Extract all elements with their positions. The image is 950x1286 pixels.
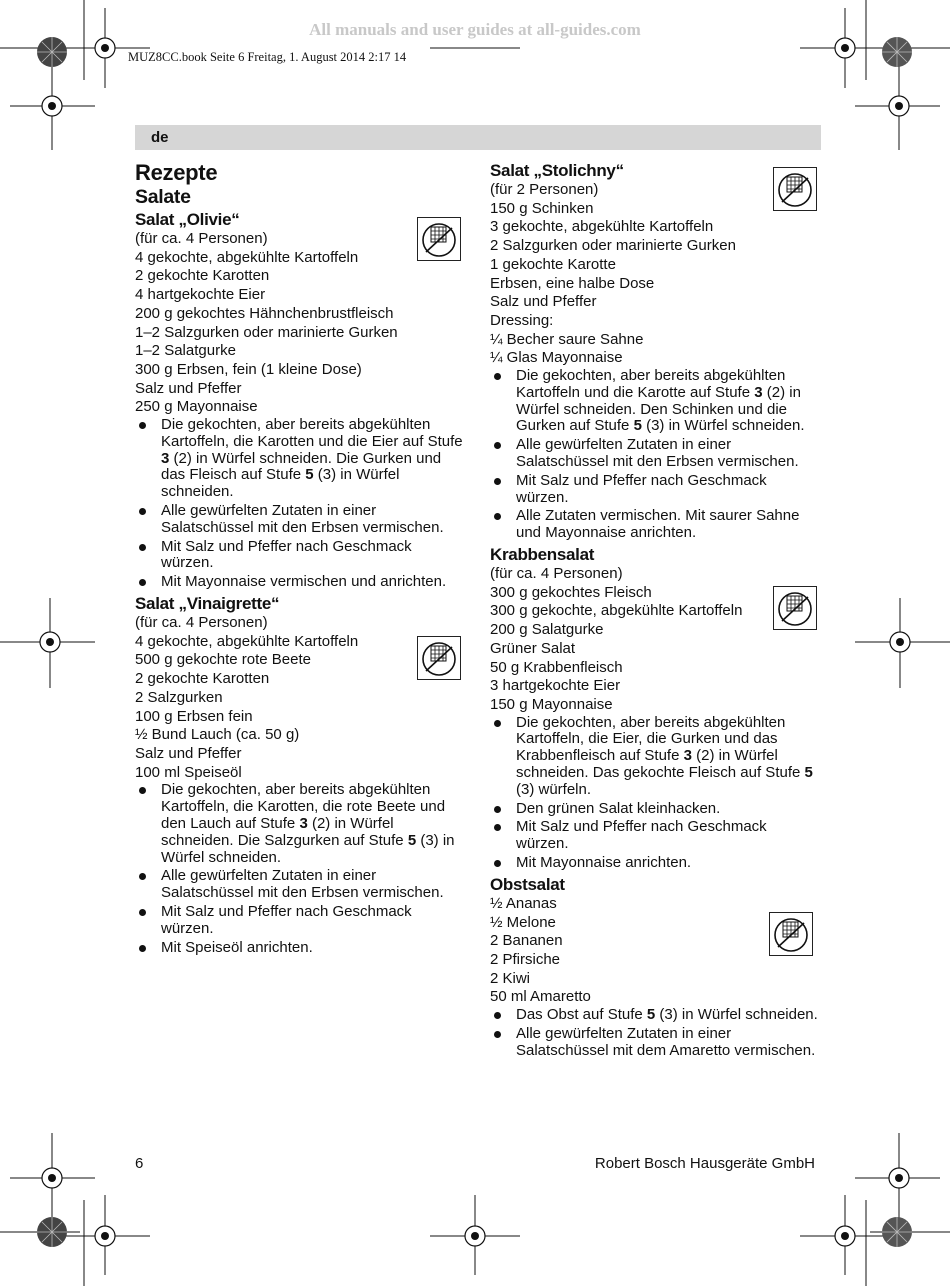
step-text: (3) in Würfel schneiden. [161, 466, 400, 501]
setting-number: 5 [646, 1006, 656, 1024]
recipe-title: Salat „Stolichny“ [490, 161, 624, 180]
step-text: Die gekochten, aber bereits abgekühlten Kartoffeln und die Karotte auf Stufe [516, 367, 786, 401]
ingredient-line: 1 gekochte Karotte [490, 255, 616, 273]
ingredient-line: 150 g Mayonnaise [490, 695, 613, 713]
step-item [135, 539, 465, 573]
step-text: Das Obst auf Stufe [516, 1006, 647, 1024]
ingredient-line: ½ Melone [490, 913, 556, 931]
step-text: Alle gewürfelten Zutaten in einer Salatschüssel mit dem Amaretto vermischen. [516, 1024, 816, 1059]
step-text: Mit Speiseöl anrichten. [161, 938, 313, 956]
ingredient-line: (für ca. 4 Personen) [135, 614, 268, 631]
ingredient-line: ¼ Glas Mayonnaise [490, 349, 623, 367]
step-text: Mit Salz und Pfeffer nach Geschmack würzen. [516, 818, 767, 853]
dicing-disc-icon [773, 167, 817, 211]
dicing-disc-icon [417, 636, 461, 680]
step-text: Die gekochten, aber bereits abgekühlten Kartoffeln, die Karotten, die rote Beete und den Lauch auf Stufe [161, 781, 446, 832]
step-text: (2) in Würfel schneiden. Das gekochte Fleisch auf Stufe [516, 747, 805, 782]
book-info: MUZ8CC.book Seite 6 Freitag, 1. August 2014 2:17 14 [128, 50, 407, 64]
ingredient-line: 200 g gekochtes Hähnchenbrustfleisch [135, 304, 394, 322]
dicing-disc-icon [773, 586, 817, 630]
step-list [490, 368, 822, 542]
setting-number: 3 [754, 383, 763, 401]
ingredient-line: 1–2 Salatgurke [135, 342, 236, 360]
ingredient-line: 50 ml Amaretto [490, 988, 591, 1006]
step-text: Die gekochten, aber bereits abgekühlten Kartoffeln, die Karotten und die Eier auf Stufe [161, 416, 463, 450]
step-item [135, 782, 465, 866]
recipe-vinaigrette [135, 593, 465, 956]
step-text: Alle gewürfelten Zutaten in einer Salatschüssel mit den Erbsen vermischen. [516, 436, 799, 471]
ingredient-line: 200 g Salatgurke [490, 621, 604, 639]
step-item [135, 574, 465, 591]
step-item [135, 940, 465, 957]
setting-number: 5 [804, 764, 813, 782]
step-text: Alle gewürfelten Zutaten in einer Salatschüssel mit den Erbsen vermischen. [161, 502, 444, 536]
ingredient-line: (für ca. 4 Personen) [490, 565, 623, 582]
ingredient-line: ¼ Becher saure Sahne [490, 330, 644, 348]
setting-number: 5 [407, 831, 417, 849]
ingredient-line: 3 gekochte, abgekühlte Kartoffeln [490, 218, 714, 236]
step-item [135, 904, 465, 938]
setting-number: 3 [299, 814, 308, 832]
ingredient-line: 300 g gekochte, abgekühlte Kartoffeln [490, 602, 743, 620]
ingredient-line: 4 gekochte, abgekühlte Kartoffeln [135, 248, 359, 266]
step-text: (3) in Würfel schneiden. [161, 831, 455, 866]
recipe-obst [490, 874, 822, 1060]
language-tag: de [151, 129, 169, 146]
ingredient-line: 4 gekochte, abgekühlte Kartoffeln [135, 632, 359, 650]
ingredient-line: 500 g gekochte rote Beete [135, 651, 311, 669]
setting-number: 3 [683, 747, 692, 765]
step-item [490, 368, 822, 435]
recipe-stolichny [490, 160, 822, 542]
ingredient-line: Salz und Pfeffer [135, 379, 242, 397]
section-title: Salate [135, 186, 191, 208]
step-item [490, 473, 822, 507]
step-item [135, 503, 465, 537]
step-text: Mit Mayonnaise anrichten. [516, 854, 692, 871]
step-item [490, 437, 822, 471]
ingredient-line: 2 Salzgurken oder marinierte Gurken [490, 237, 736, 255]
ingredient-list [135, 614, 465, 782]
ingredient-line: 4 hartgekochte Eier [135, 286, 266, 304]
ingredient-line: 2 Pfirsiche [490, 950, 561, 968]
ingredient-line: Grüner Salat [490, 639, 576, 657]
step-text: (3) in Würfel schneiden. [655, 1006, 818, 1024]
step-text: Alle gewürfelten Zutaten in einer Salatschüssel mit den Erbsen vermischen. [161, 867, 444, 902]
step-item [490, 855, 822, 872]
step-item [490, 715, 822, 799]
step-text: (2) in Würfel schneiden. Die Salzgurken auf Stufe [161, 814, 408, 849]
step-text: (3) in Würfel schneiden. [641, 417, 805, 435]
setting-number: 3 [161, 449, 170, 467]
step-item [135, 417, 465, 501]
ingredient-line: Salz und Pfeffer [490, 293, 597, 311]
ingredient-line: 1–2 Salzgurken oder marinierte Gurken [135, 323, 398, 341]
ingredient-line: 2 gekochte Karotten [135, 670, 270, 688]
footer-company: Robert Bosch Hausgeräte GmbH [594, 1155, 815, 1172]
left-column [135, 160, 465, 958]
ingredient-line: (für ca. 4 Personen) [135, 230, 268, 247]
setting-number: 5 [633, 417, 642, 435]
ingredient-line: 2 Kiwi [490, 969, 531, 987]
step-list [135, 417, 465, 591]
step-list [490, 1007, 822, 1059]
step-text: Mit Salz und Pfeffer nach Geschmack würzen. [161, 902, 412, 937]
ingredient-line: (für 2 Personen) [490, 181, 599, 198]
ingredient-line: 300 g Erbsen, fein (1 kleine Dose) [135, 360, 362, 378]
ingredient-line: 250 g Mayonnaise [135, 398, 258, 416]
dicing-disc-icon [769, 912, 813, 956]
language-bar [135, 125, 821, 150]
step-item [490, 1007, 822, 1024]
page-number: 6 [135, 1155, 144, 1172]
recipe-title: Krabbensalat [490, 545, 595, 564]
dicing-disc-icon [417, 217, 461, 261]
step-text: (2) in Würfel schneiden. Die Gurken und das Fleisch auf Stufe [161, 449, 442, 484]
recipe-title: Obstsalat [490, 874, 565, 894]
ingredient-line: Erbsen, eine halbe Dose [490, 274, 655, 292]
step-text: (2) in Würfel schneiden. Den Schinken und die Gurken auf Stufe [516, 383, 801, 435]
ingredient-line: 300 g gekochtes Fleisch [490, 583, 652, 601]
ingredient-line: 3 hartgekochte Eier [490, 677, 621, 695]
step-item [490, 819, 822, 853]
step-text: (3) würfeln. [516, 780, 592, 798]
ingredient-list [135, 230, 465, 417]
ingredient-line: 100 ml Speiseöl [135, 763, 242, 781]
step-list [490, 715, 822, 872]
step-item [490, 801, 822, 818]
ingredient-line: 100 g Erbsen fein [135, 707, 253, 725]
step-text: Die gekochten, aber bereits abgekühlten Kartoffeln, die Eier, die Gurken und das Krabbenfleisch auf Stufe [516, 713, 786, 765]
ingredient-line: 50 g Krabbenfleisch [490, 658, 623, 676]
recipe-olivie [135, 209, 465, 591]
step-text: Mit Mayonnaise vermischen und anrichten. [161, 573, 447, 591]
ingredient-line: 150 g Schinken [490, 199, 594, 217]
step-text: Alle Zutaten vermischen. Mit saurer Sahne und Mayonnaise anrichten. [516, 507, 800, 542]
step-item [490, 1026, 822, 1060]
step-item [490, 508, 822, 542]
recipe-title: Salat „Olivie“ [135, 210, 240, 229]
step-text: Mit Salz und Pfeffer nach Geschmack würzen. [516, 471, 767, 506]
step-item [135, 868, 465, 902]
ingredient-line: 2 Salzgurken [135, 688, 223, 706]
step-text: Den grünen Salat kleinhacken. [516, 799, 721, 817]
ingredient-line: ½ Ananas [490, 894, 557, 912]
ingredient-line: Salz und Pfeffer [135, 744, 242, 762]
setting-number: 5 [305, 466, 314, 484]
recipe-title: Salat „Vinaigrette“ [135, 594, 280, 613]
step-text: Mit Salz und Pfeffer nach Geschmack würzen. [161, 537, 412, 572]
page-title: Rezepte [135, 160, 218, 185]
ingredient-line: 2 Bananen [490, 932, 563, 950]
ingredient-line: 2 gekochte Karotten [135, 267, 270, 285]
watermark: All manuals and user guides at all-guides.com [309, 20, 641, 39]
ingredient-line: ½ Bund Lauch (ca. 50 g) [135, 726, 300, 744]
step-list [135, 782, 465, 956]
ingredient-line: Dressing: [490, 311, 554, 329]
